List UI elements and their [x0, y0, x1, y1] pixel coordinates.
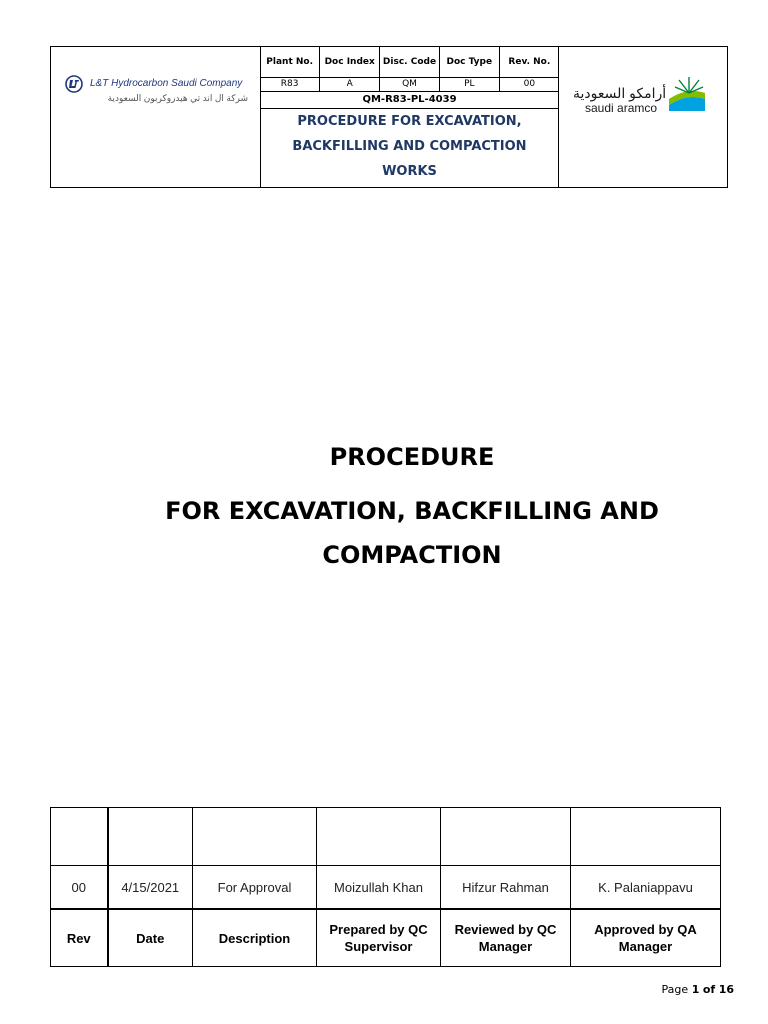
- aramco-logo-cell: [558, 47, 727, 187]
- lt-logo-icon: [65, 75, 83, 93]
- header-prepared-by: Prepared by QC Supervisor: [317, 909, 441, 967]
- header-procedure-title: [260, 109, 559, 184]
- val-rev-no: 00: [499, 78, 559, 92]
- val-disc-code: QM: [380, 78, 440, 92]
- revision-table: [50, 807, 721, 967]
- header-date: Date: [108, 909, 193, 967]
- approved-by-value: K. Palaniappavu: [571, 866, 721, 910]
- header-description: Description: [193, 909, 317, 967]
- revision-row-empty: [51, 808, 721, 866]
- table-row: [51, 866, 721, 910]
- document-header: [50, 46, 728, 188]
- main-title-line-3: COMPACTION: [322, 541, 502, 569]
- header-title-line: WORKS: [382, 164, 437, 179]
- val-doc-type: PL: [439, 78, 499, 92]
- main-title-line-1: PROCEDURE: [329, 443, 495, 471]
- page-word: Page: [661, 983, 689, 996]
- page-current: 1: [691, 983, 700, 996]
- doc-number: QM-R83-PL-4039: [260, 92, 559, 109]
- col-doc-type: Doc Type: [439, 47, 499, 78]
- prepared-by-value: Moizullah Khan: [317, 866, 441, 910]
- rev-value: 00: [51, 866, 108, 910]
- reviewed-by-value: Hifzur Rahman: [441, 866, 571, 910]
- aramco-name-arabic: أرامكو السعودية: [573, 85, 667, 101]
- lt-company-name: L&T Hydrocarbon Saudi Company: [90, 78, 243, 89]
- header-rev: Rev: [51, 909, 108, 967]
- col-rev-no: Rev. No.: [499, 47, 559, 78]
- col-doc-index: Doc Index: [320, 47, 380, 78]
- val-plant-no: R83: [260, 78, 320, 92]
- lt-logo-cell: [51, 47, 261, 187]
- header-approved-by: Approved by QA Manager: [571, 909, 721, 967]
- doc-code-table: [260, 47, 559, 109]
- col-plant-no: Plant No.: [260, 47, 320, 78]
- main-title-line-2: FOR EXCAVATION, BACKFILLING AND: [165, 497, 659, 525]
- revision-header-row: [51, 909, 721, 967]
- description-value: For Approval: [193, 866, 317, 910]
- val-doc-index: A: [320, 78, 380, 92]
- of-word: of: [702, 983, 716, 996]
- lt-company-arabic: شركة ال اند تي هيدروكربون السعودية: [107, 93, 248, 103]
- page-number: [662, 983, 734, 996]
- date-value: 4/15/2021: [108, 866, 193, 910]
- header-reviewed-by: Reviewed by QC Manager: [441, 909, 571, 967]
- page-total: 16: [718, 983, 734, 996]
- col-disc-code: Disc. Code: [380, 47, 440, 78]
- aramco-name-latin: saudi aramco: [585, 101, 658, 115]
- header-title-line: BACKFILLING AND COMPACTION: [292, 139, 527, 154]
- aramco-logo-icon: [669, 75, 705, 111]
- header-title-line: PROCEDURE FOR EXCAVATION,: [297, 114, 522, 129]
- doc-code-block: [260, 47, 559, 187]
